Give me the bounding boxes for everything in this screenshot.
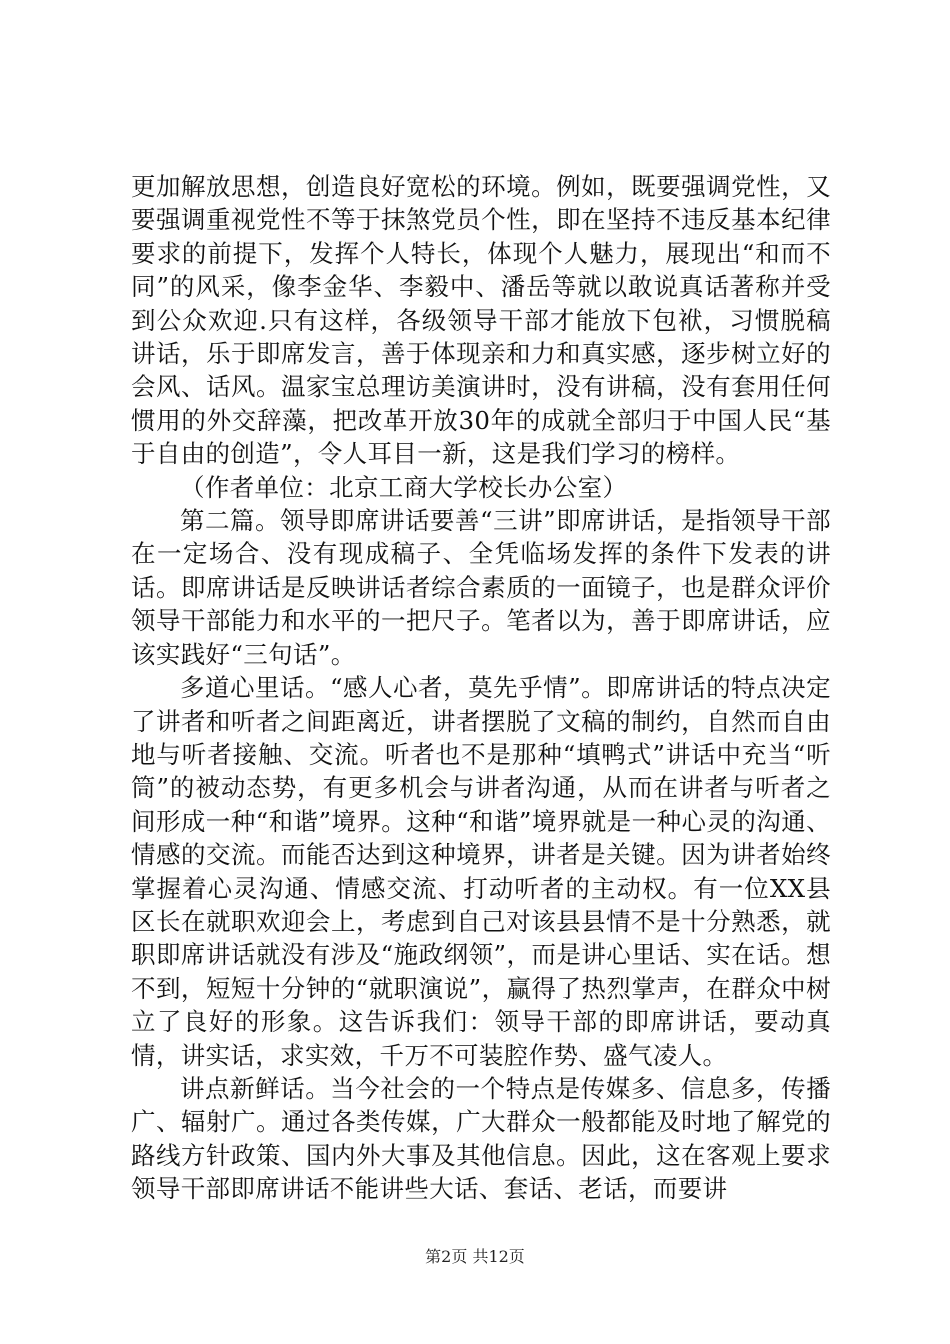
page-number: 第2页 共12页 [425,1247,525,1266]
paragraph-fresh-words: 讲点新鲜话。当今社会的一个特点是传媒多、信息多，传播广、辐射广。通过各类传媒，广大群众一般都能及时地了解党的路线方针政策、国内外大事及其他信息。因此，这在客观上要求领导干部即席讲话不能讲些大话、套话、老话，而要讲 [131,1073,831,1204]
document-body [131,170,831,1206]
paragraph-continuation: 更加解放思想，创造良好宽松的环境。例如，既要强调党性，又要强调重视党性不等于抹煞党员个性，即在坚持不违反基本纪律要求的前提下，发挥个人特长，体现个人魅力，展现出“和而不同”的风采，像李金华、李毅中、潘岳等就以敢说真话著称并受到公众欢迎.只有这样，各级领导干部才能放下包袱，习惯脱稿讲话，乐于即席发言，善于体现亲和力和真实感，逐步树立好的会风、话风。温家宝总理访美演讲时，没有讲稿，没有套用任何惯用的外交辞藻，把改革开放30年的成就全部归于中国人民“基于自由的创造”，令人耳目一新，这是我们学习的榜样。 [131,172,831,469]
paragraph-author-affiliation: （作者单位：北京工商大学校长办公室） [180,472,628,502]
paragraph-heartfelt-words: 多道心里话。“感人心者，莫先乎情”。即席讲话的特点决定了讲者和听者之间距离近，讲者摆脱了文稿的制约，自然而自由地与听者接触、交流。听者也不是那种“填鸭式”讲话中充当“听筒”的被动态势，有更多机会与讲者沟通，从而在讲者与听者之间形成一种“和谐”境界。这种“和谐”境界就是一种心灵的沟通、情感的交流。而能否达到这种境界，讲者是关键。因为讲者始终掌握着心灵沟通、情感交流、打动听者的主动权。有一位XX县区长在就职欢迎会上，考虑到自己对该县县情不是十分熟悉，就职即席讲话就没有涉及“施政纲领”，而是讲心里话、实在话。想不到，短短十分钟的“就职演说”，赢得了热烈掌声，在群众中树立了良好的形象。这告诉我们：领导干部的即席讲话，要动真情，讲实话，求实效，千万不可装腔作势、盛气凌人。 [131,673,831,1070]
paragraph-section-two-intro: 第二篇。领导即席讲话要善“三讲”即席讲话，是指领导干部在一定场合、没有现成稿子、全凭临场发挥的条件下发表的讲话。即席讲话是反映讲话者综合素质的一面镜子，也是群众评价领导干部能力和水平的一把尺子。笔者以为，善于即席讲话，应该实践好“三句话”。 [131,506,831,669]
page-footer [0,1244,950,1267]
